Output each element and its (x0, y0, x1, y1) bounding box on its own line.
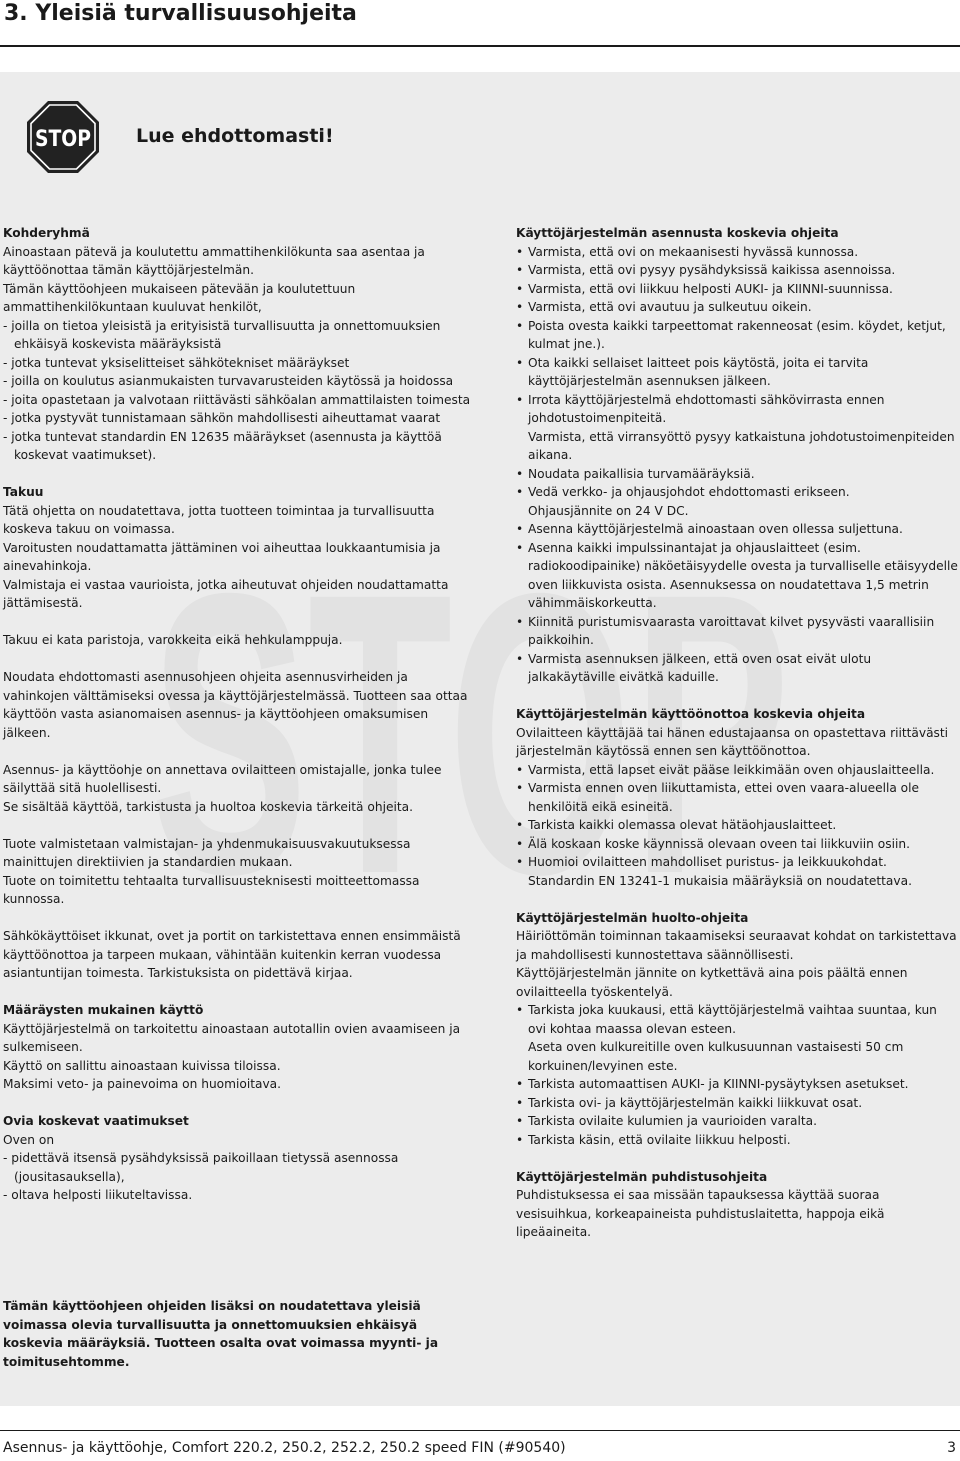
bullet-item: • Irrota käyttöjärjestelmä ehdottomasti sähkövirrasta ennen johdotustoimenpiteitä. (516, 391, 958, 428)
watermark-text: STOP (150, 542, 790, 922)
paragraph: Ainoastaan pätevä ja koulutettu ammattihenkilökunta saa asentaa ja käyttöönottaa tämän käyttöjärjestelmän. (3, 244, 425, 277)
bullet-item: • Asenna käyttöjärjestelmä ainoastaan oven ollessa suljettuna. (516, 520, 958, 539)
paragraph-group (3, 761, 473, 817)
dash-item: - joilla on tietoa yleisistä ja erityisistä turvallisuutta ja onnettomuuksien ehkäisyä koskevista määräyksistä (3, 318, 441, 351)
dash-item: - jotka pystyvät tunnistamaan sähkön mahdollisesti aiheuttamat vaarat (3, 411, 441, 425)
paragraph: Käyttöjärjestelmän jännite on kytkettävä aina pois päältä ennen ovilaitteella työskentelyä. (516, 966, 908, 999)
section-kayttoonotto (516, 705, 958, 890)
bullet-item: • Tarkista ovi- ja käyttöjärjestelmän kaikki liikkuvat osat. (516, 1094, 958, 1113)
paragraph: Takuu ei kata paristoja, varokkeita eikä hehkulamppuja. (3, 633, 343, 647)
right-column (516, 224, 958, 1242)
paragraph: Häiriöttömän toiminnan takaamiseksi seuraavat kohdat on tarkistettava ja mahdollisesti kunnostettava säännöllisesti. (516, 929, 957, 962)
bullet-continuation: Aseta oven kulkureitille oven kulkusuunnan vastaisesti 50 cm korkuinen/levyinen este. (528, 1040, 904, 1073)
bullet-item: • Tarkista käsin, että ovilaite liikkuu helposti. (516, 1131, 958, 1150)
section-heading: Kohderyhmä (3, 226, 90, 240)
section-takuu (3, 483, 473, 613)
bullet-item: • Varmista, että ovi on mekaanisesti hyvässä kunnossa. (516, 243, 958, 262)
dash-item: - jotka tuntevat standardin EN 12635 määräykset (asennusta ja käyttöä koskevat vaatimukset). (3, 429, 442, 462)
bullet-item: • Varmista ennen oven liikuttamista, ettei oven vaara-alueella ole henkilöitä eikä esineitä. (516, 779, 958, 816)
section-heading: Käyttöjärjestelmän huolto-ohjeita (516, 910, 749, 925)
bullet-item: • Tarkista joka kuukausi, että käyttöjärjestelmä vaihtaa suuntaa, kun ovi kohtaa maassa olevan esteen. (516, 1001, 958, 1038)
paragraph: Valmistaja ei vastaa vaurioista, jotka aiheutuvat ohjeiden noudattamatta jättämisestä. (3, 577, 449, 610)
dash-item: - oltava helposti liikuteltavissa. (3, 1188, 193, 1202)
read-carefully-headline: Lue ehdottomasti! (136, 125, 334, 147)
bullet-list (516, 243, 958, 428)
section-heading: Takuu (3, 485, 44, 499)
section-puhdistus (516, 1168, 958, 1242)
paragraph-group (3, 835, 473, 909)
bullet-continuation: Standardin EN 13241-1 mukaisia määräyksiä on noudatettava. (528, 873, 912, 888)
bullet-list (516, 761, 958, 872)
section-kohderyhma (3, 224, 473, 465)
stop-sign-text: STOP (35, 127, 91, 152)
footer-document-title: Asennus- ja käyttöohje, Comfort 220.2, 250.2, 252.2, 250.2 speed FIN (#90540) (3, 1440, 566, 1456)
section-heading: Ovia koskevat vaatimukset (3, 1114, 189, 1128)
dash-item: - pidettävä itsensä pysähdyksissä paikoillaan tietyssä asennossa (jousitasauksella), (3, 1151, 399, 1184)
bullet-item: • Varmista, että lapset eivät pääse leikkimään oven ohjauslaitteella. (516, 761, 958, 780)
section-heading: Käyttöjärjestelmän asennusta koskevia ohjeita (516, 226, 839, 240)
paragraph: Tämän käyttöohjeen mukaiseen pätevään ja koulutettuun ammattihenkilökuntaan kuuluvat henkilöt, (3, 281, 356, 314)
section-heading: Määräysten mukainen käyttö (3, 1003, 204, 1017)
bullet-item: • Varmista, että ovi pysyy pysähdyksissä kaikissa asennoissa. (516, 261, 958, 280)
bullet-item: • Varmista, että ovi avautuu ja sulkeutuu oikein. (516, 298, 958, 317)
bullet-list (516, 520, 958, 687)
bullet-continuation: Varmista, että virransyöttö pysyy katkaistuna johdotustoimenpiteiden aikana. (528, 429, 955, 462)
footer-rule (0, 1430, 960, 1431)
content-panel (0, 72, 960, 1406)
page-title: 3. Yleisiä turvallisuusohjeita (4, 1, 357, 26)
section-huolto (516, 909, 958, 1150)
dash-item: - joilla on koulutus asianmukaisten turvavarusteiden käytössä ja hoidossa (3, 374, 454, 388)
bullet-item: • Tarkista automaattisen AUKI- ja KIINNI-pysäytyksen asetukset. (516, 1075, 958, 1094)
page-number: 3 (947, 1440, 956, 1456)
section-maaraysten (3, 1001, 473, 1094)
bullet-item: • Asenna kaikki impulssinantajat ja ohjauslaitteet (esim. radiokoodipainike) näköetäisyydelle ovesta ja turvalliselle etäisyydelle oven liikkuvista osista. Asennuksessa on noudatettava 1,5 metrin vähimmäiskorkeutta. (516, 539, 958, 613)
section-asennus (516, 224, 958, 687)
header-rule (0, 45, 960, 47)
section-ovia (3, 1112, 473, 1205)
paragraph: Tuote on toimitettu tehtaalta turvallisuusteknisesti moitteettomassa kunnossa. (3, 873, 420, 906)
bullet-item: • Tarkista kaikki olemassa olevat hätäohjauslaitteet. (516, 816, 958, 835)
bullet-list (516, 1075, 958, 1149)
paragraph: Oven on (3, 1132, 55, 1147)
bullet-list (516, 1001, 958, 1038)
stop-sign-icon (27, 101, 99, 173)
bullet-item: • Kiinnitä puristumisvaarasta varoittavat kilvet pysyvästi vaarallisiin paikkoihin. (516, 613, 958, 650)
paragraph: Maksimi veto- ja painevoima on huomioitava. (3, 1077, 282, 1091)
paragraph: Varoitusten noudattamatta jättäminen voi aiheuttaa loukkaantumisia ja ainevahinkoja. (3, 540, 441, 573)
section-heading: Käyttöjärjestelmän käyttöönottoa koskevia ohjeita (516, 707, 866, 721)
dash-item: - jotka tuntevat yksiselitteiset sähkötekniset määräykset (3, 355, 350, 370)
paragraph: Noudata ehdottomasti asennusohjeen ohjeita asennusvirheiden ja vahinkojen välttämiseksi ovessa ja käyttöjärjestelmässä. Tuotteen saa ottaa käyttöön vasta asianomaisen asennus- ja käyttöohjeen omaksumisen jälkeen. (3, 670, 468, 740)
paragraph: Käyttö on sallittu ainoastaan kuivissa tiloissa. (3, 1058, 281, 1073)
bullet-item: • Vedä verkko- ja ohjausjohdot ehdottomasti erikseen. (516, 483, 958, 502)
bullet-item: • Varmista asennuksen jälkeen, että oven osat eivät ulotu jalkakäytäville eivätkä kaduille. (516, 650, 958, 687)
paragraph: Sähkökäyttöiset ikkunat, ovet ja portit on tarkistettava ennen ensimmäistä käyttöönottoa ja tarpeen mukaan, vähintään kuitenkin kerran vuodessa asiantuntijan toimesta. Tarkistuksista on pidettävä kirjaa. (3, 929, 461, 980)
bullet-item: • Varmista, että ovi liikkuu helposti AUKI- ja KIINNI-suunnissa. (516, 280, 958, 299)
bullet-list (516, 465, 958, 502)
bullet-item: • Huomioi ovilaitteen mahdolliset puristus- ja leikkuukohdat. (516, 853, 958, 872)
section-heading: Käyttöjärjestelmän puhdistusohjeita (516, 1169, 768, 1184)
paragraph: Se sisältää käyttöä, tarkistusta ja huoltoa koskevia tärkeitä ohjeita. (3, 799, 413, 814)
bullet-continuation: Ohjausjännite on 24 V DC. (528, 503, 689, 518)
bullet-item: • Älä koskaan koske käynnissä olevaan oveen tai liikkuviin osiin. (516, 835, 958, 854)
bullet-item: • Tarkista ovilaite kulumien ja vaurioiden varalta. (516, 1112, 958, 1131)
bullet-item: • Poista ovesta kaikki tarpeettomat rakenneosat (esim. köydet, ketjut, kulmat jne.). (516, 317, 958, 354)
paragraph: Puhdistuksessa ei saa missään tapauksessa käyttää suoraa vesisuihkua, korkeapaineista puhdistuslaitetta, happoja eikä lipeäaineita. (516, 1188, 885, 1239)
bullet-item: • Ota kaikki sellaiset laitteet pois käytöstä, joita ei tarvita käyttöjärjestelmän asennuksen jälkeen. (516, 354, 958, 391)
bullet-item: • Noudata paikallisia turvamääräyksiä. (516, 465, 958, 484)
paragraph: Käyttöjärjestelmä on tarkoitettu ainoastaan autotallin ovien avaamiseen ja sulkemiseen. (3, 1021, 461, 1054)
paragraph: Tuote valmistetaan valmistajan- ja yhdenmukaisuusvakuutuksessa mainittujen direktiivien ja standardien mukaan. (3, 836, 411, 869)
paragraph: Ovilaitteen käyttäjää tai hänen edustajaansa on opastettava riittävästi järjestelmän käytössä ennen sen käyttöönottoa. (516, 725, 949, 758)
paragraph: Tätä ohjetta on noudatettava, jotta tuotteen toimintaa ja turvallisuutta koskeva takuu on voimassa. (3, 503, 435, 536)
general-regulations-notice: Tämän käyttöohjeen ohjeiden lisäksi on noudatettava yleisiä voimassa olevia turvallisuutta ja onnettomuuksien ehkäisyä koskevia määräyksiä. Tuotteen osalta ovat voimassa myynti- ja toimitusehtomme. (3, 1299, 439, 1369)
paragraph: Asennus- ja käyttöohje on annettava ovilaitteen omistajalle, jonka tulee säilyttää sitä huolellisesti. (3, 762, 442, 795)
left-column (3, 224, 473, 1205)
dash-item: - joita opastetaan ja valvotaan riittävästi sähköalan ammattilaisten toimesta (3, 392, 471, 407)
